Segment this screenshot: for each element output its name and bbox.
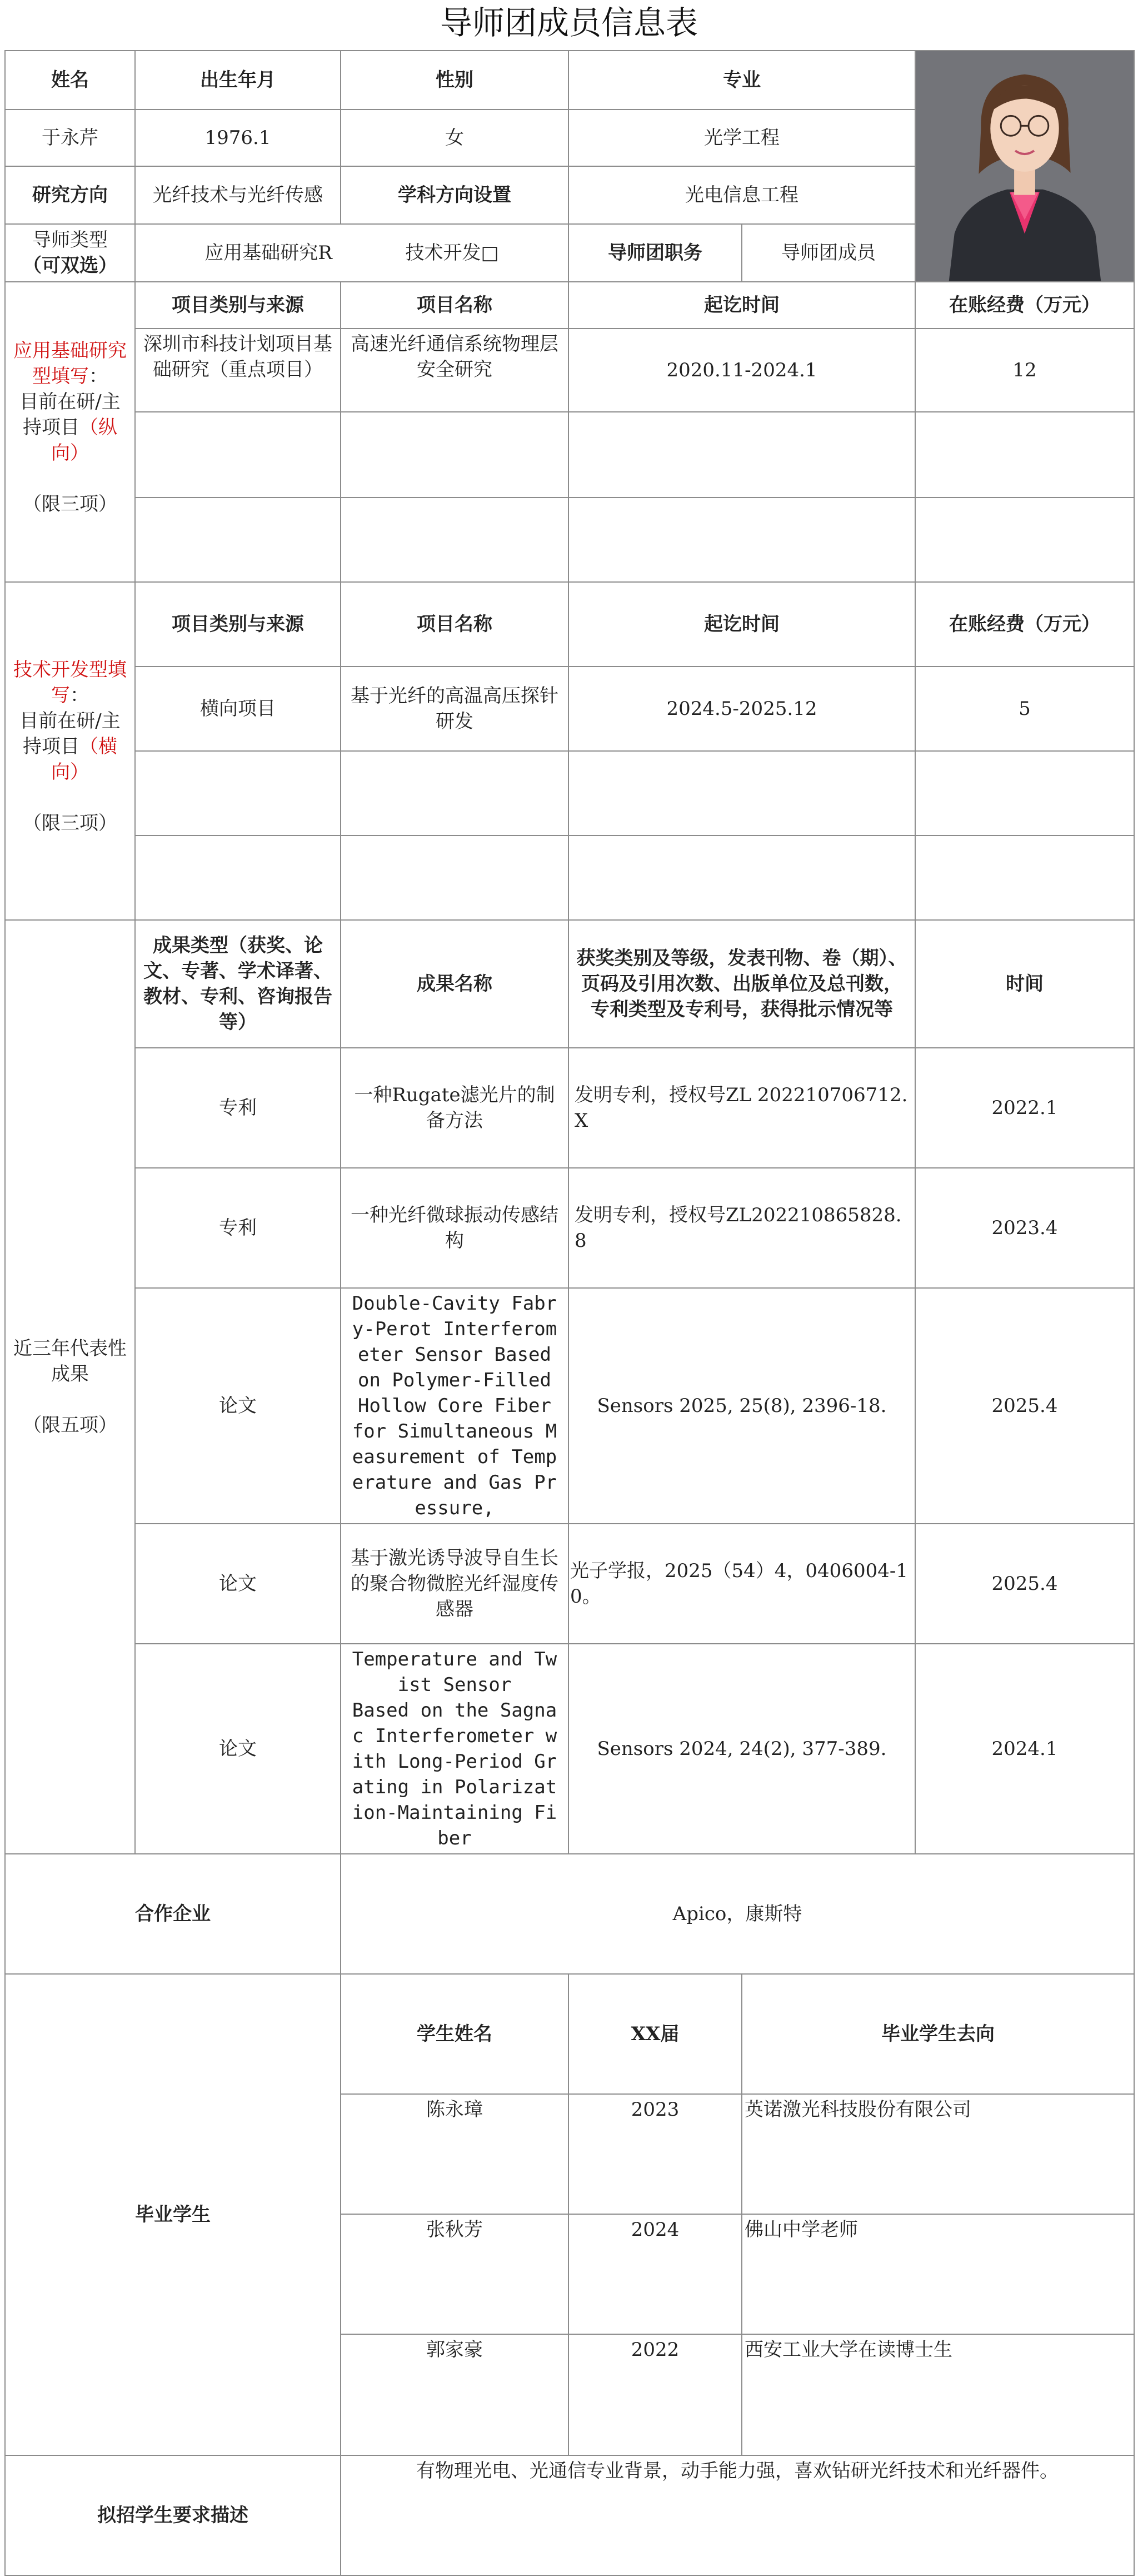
mentor-info-table	[4, 50, 1135, 2576]
col-achievement-time: 时间	[915, 920, 1134, 1048]
research-label: 研究方向	[5, 166, 135, 224]
col-project-name: 项目名称	[341, 282, 568, 329]
type-option-tech[interactable]: 技术开发□	[405, 242, 499, 264]
achievement-type: 论文	[135, 1288, 341, 1524]
tech-project-row	[5, 667, 1134, 751]
type-option-basic[interactable]: 应用基础研究R	[204, 242, 332, 264]
discipline-value: 光电信息工程	[568, 166, 915, 224]
student-year: 2024	[568, 2214, 742, 2334]
achievement-detail: Sensors 2024, 24(2), 377-389.	[568, 1644, 915, 1854]
achievement-detail: 发明专利，授权号ZL202210865828.8	[568, 1168, 915, 1288]
col-achievement-detail: 获奖类别及等级，发表刊物、卷（期）、页码及引用次数、出版单位及总刊数，专利类型及专利号，获得批示情况等	[568, 920, 915, 1048]
achievement-row	[5, 1644, 1134, 1854]
col-student-year: XX届	[568, 1974, 742, 2094]
student-dest: 佛山中学老师	[742, 2214, 1134, 2334]
role-label: 导师团职务	[568, 224, 742, 282]
project-source	[135, 836, 341, 920]
project-name: 基于光纤的高温高压探针研发	[341, 667, 568, 751]
col-achievement-name: 成果名称	[341, 920, 568, 1048]
birth-value: 1976.1	[135, 110, 341, 166]
project-source: 横向项目	[135, 667, 341, 751]
achievement-name: 一种Rugate滤光片的制备方法	[341, 1048, 568, 1168]
project-fund: 5	[915, 667, 1134, 751]
student-name: 张秋芳	[341, 2214, 568, 2334]
project-fund	[915, 412, 1134, 498]
student-name: 郭家豪	[341, 2334, 568, 2455]
basic-projects-label-current: 目前在研/主持项目（纵向）	[19, 391, 121, 464]
achievements-label	[5, 920, 135, 1854]
name-label: 姓名	[5, 51, 135, 110]
basic-header-row	[5, 51, 1134, 110]
requirements-row	[5, 2455, 1134, 2575]
achievement-time: 2025.4	[915, 1288, 1134, 1524]
project-fund	[915, 836, 1134, 920]
mentor-type-options	[135, 224, 568, 282]
basic-project-row	[5, 498, 1134, 582]
achievement-time: 2024.1	[915, 1644, 1134, 1854]
col-project-source: 项目类别与来源	[135, 582, 341, 667]
student-dest: 西安工业大学在读博士生	[742, 2334, 1134, 2455]
tech-project-row	[5, 836, 1134, 920]
project-fund	[915, 498, 1134, 582]
birth-label: 出生年月	[135, 51, 341, 110]
tech-projects-limit: （限三项）	[23, 812, 117, 834]
achievements-limit: （限五项）	[23, 1414, 117, 1436]
partners-label: 合作企业	[5, 1854, 341, 1974]
col-project-name: 项目名称	[341, 582, 568, 667]
achievement-name: Temperature and Twist Sensor Based on the Sagnac Interferometer with Long-Period Grating in Polarization-Maintaining Fiber	[341, 1644, 568, 1854]
achievement-type: 专利	[135, 1168, 341, 1288]
project-name: 高速光纤通信系统物理层安全研究	[341, 329, 568, 412]
project-fund	[915, 751, 1134, 836]
project-period	[568, 751, 915, 836]
achievement-row	[5, 1168, 1134, 1288]
achievement-row	[5, 1048, 1134, 1168]
graduates-label: 毕业学生	[5, 1974, 341, 2455]
achievement-type: 论文	[135, 1524, 341, 1644]
tech-projects-label-type: 技术开发型填写：	[13, 659, 127, 707]
discipline-label: 学科方向设置	[341, 166, 568, 224]
basic-project-row	[5, 412, 1134, 498]
basic-projects-label-type: 应用基础研究型填写：	[13, 340, 127, 387]
mentor-type-label-line1: 导师类型	[32, 229, 108, 251]
tech-projects-label-current: 目前在研/主持项目（横向）	[19, 710, 121, 783]
student-name: 陈永璋	[341, 2094, 568, 2214]
achievement-row	[5, 1524, 1134, 1644]
achievements-label-text: 近三年代表性成果	[13, 1337, 127, 1385]
major-label: 专业	[568, 51, 915, 110]
project-name	[341, 836, 568, 920]
project-period	[568, 836, 915, 920]
achievement-name: 一种光纤微球振动传感结构	[341, 1168, 568, 1288]
col-achievement-type: 成果类型（获奖、论文、专著、学术译著、教材、专利、咨询报告等）	[135, 920, 341, 1048]
partners-row	[5, 1854, 1134, 1974]
achievement-detail: 发明专利，授权号ZL 202210706712.X	[568, 1048, 915, 1168]
basic-project-row	[5, 329, 1134, 412]
achievement-row	[5, 1288, 1134, 1524]
achievement-detail: Sensors 2025, 25(8), 2396-18.	[568, 1288, 915, 1524]
photo-cell	[915, 51, 1134, 282]
col-project-period: 起讫时间	[568, 582, 915, 667]
tech-projects-label	[5, 582, 135, 920]
tech-projects-header-row	[5, 582, 1134, 667]
achievement-name: Double-Cavity Fabry-Perot Interferometer Sensor Based on Polymer-Filled Hollow Core Fiber for Simultaneous Measurement of Temperature and Gas Pressure,	[341, 1288, 568, 1524]
project-name	[341, 498, 568, 582]
requirements-value: 有物理光电、光通信专业背景，动手能力强，喜欢钻研光纤技术和光纤器件。	[341, 2455, 1134, 2575]
project-period	[568, 498, 915, 582]
gender-value: 女	[341, 110, 568, 166]
achievement-time: 2023.4	[915, 1168, 1134, 1288]
project-fund: 12	[915, 329, 1134, 412]
project-source	[135, 412, 341, 498]
achievement-type: 论文	[135, 1644, 341, 1854]
col-student-name: 学生姓名	[341, 1974, 568, 2094]
basic-projects-limit: （限三项）	[23, 493, 117, 515]
project-name	[341, 751, 568, 836]
partners-value: Apico，康斯特	[341, 1854, 1134, 1974]
col-project-period: 起讫时间	[568, 282, 915, 329]
project-source	[135, 498, 341, 582]
person-portrait-icon	[916, 51, 1134, 281]
requirements-label: 拟招学生要求描述	[5, 2455, 341, 2575]
name-value: 于永芹	[5, 110, 135, 166]
project-period	[568, 412, 915, 498]
tech-project-row	[5, 751, 1134, 836]
col-project-fund: 在账经费（万元）	[915, 582, 1134, 667]
achievement-name: 基于激光诱导波导自生长的聚合物微腔光纤湿度传感器	[341, 1524, 568, 1644]
project-period: 2020.11-2024.1	[568, 329, 915, 412]
col-student-dest: 毕业学生去向	[742, 1974, 1134, 2094]
role-value: 导师团成员	[742, 224, 915, 282]
achievement-time: 2025.4	[915, 1524, 1134, 1644]
col-project-source: 项目类别与来源	[135, 282, 341, 329]
col-project-fund: 在账经费（万元）	[915, 282, 1134, 329]
basic-projects-header-row	[5, 282, 1134, 329]
student-year: 2023	[568, 2094, 742, 2214]
project-name	[341, 412, 568, 498]
graduates-header-row	[5, 1974, 1134, 2094]
project-source	[135, 751, 341, 836]
student-year: 2022	[568, 2334, 742, 2455]
student-dest: 英诺激光科技股份有限公司	[742, 2094, 1134, 2214]
achievement-detail: 光子学报，2025（54）4，0406004-10。	[568, 1524, 915, 1644]
gender-label: 性别	[341, 51, 568, 110]
major-value: 光学工程	[568, 110, 915, 166]
achievement-time: 2022.1	[915, 1048, 1134, 1168]
achievement-type: 专利	[135, 1048, 341, 1168]
mentor-type-label	[5, 224, 135, 282]
project-period: 2024.5-2025.12	[568, 667, 915, 751]
research-value: 光纤技术与光纤传感	[135, 166, 341, 224]
project-source: 深圳市科技计划项目基础研究（重点项目）	[135, 329, 341, 412]
page-title: 导师团成员信息表	[440, 4, 698, 42]
mentor-type-label-line2: （可双选）	[23, 255, 117, 277]
achievements-header-row	[5, 920, 1134, 1048]
basic-projects-label	[5, 282, 135, 582]
